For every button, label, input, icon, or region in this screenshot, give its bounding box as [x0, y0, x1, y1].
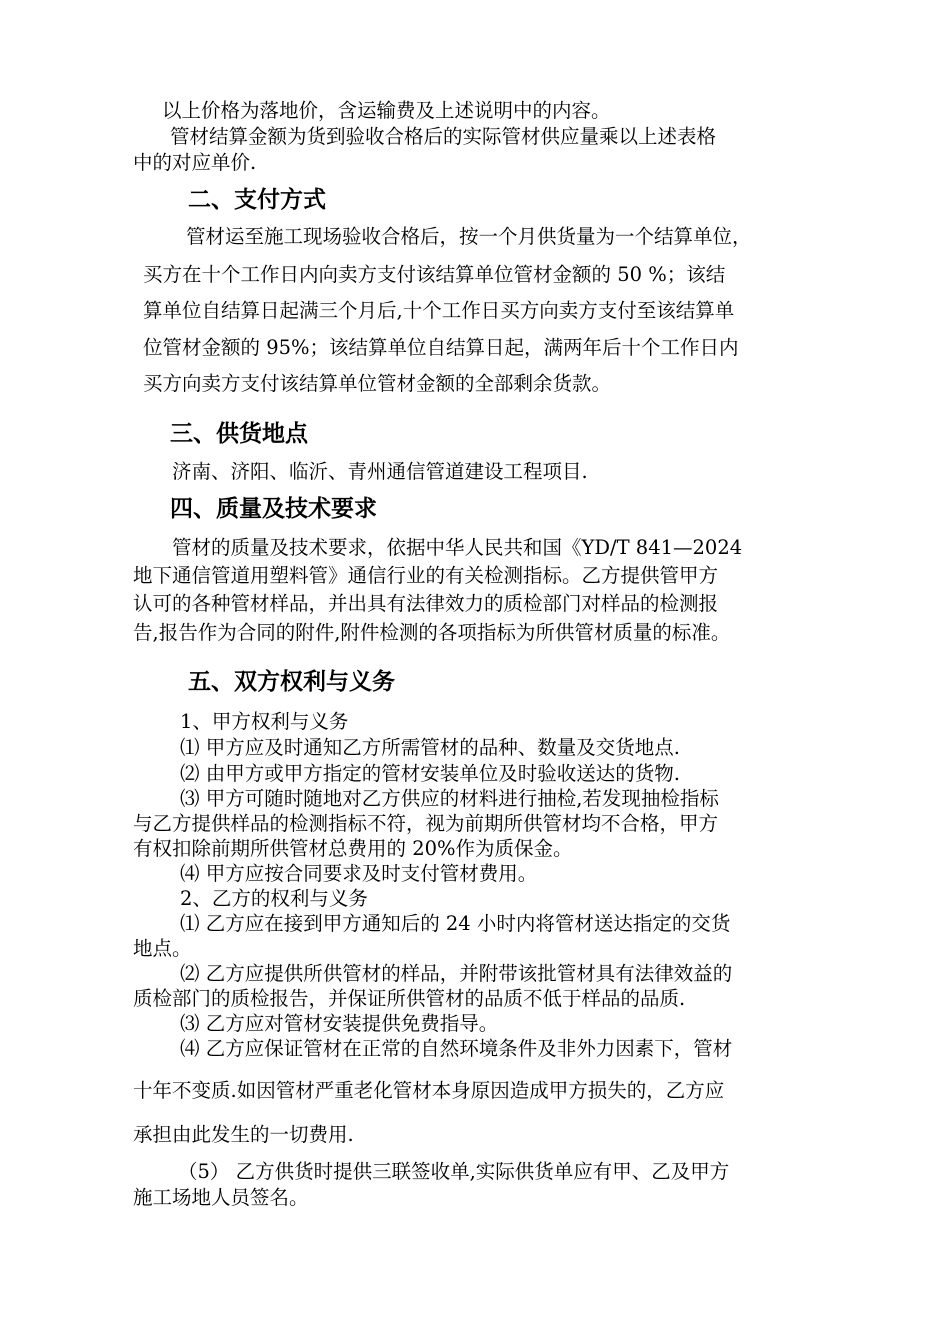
payment-line: 算单位自结算日起满三个月后,十个工作日买方向卖方支付至该结算单: [143, 299, 735, 322]
section-heading-quality: 四、质量及技术要求: [170, 496, 377, 522]
quality-line: 认可的各种管材样品，并出具有法律效力的质检部门对样品的检测报: [133, 592, 719, 615]
quality-line: 告,报告作为合同的附件,附件检测的各项指标为所供管材质量的标准。: [133, 621, 731, 644]
party-b-item: ⑷ 乙方应保证管材在正常的自然环境条件及非外力因素下，管材: [180, 1037, 733, 1060]
section-heading-rights: 五、双方权利与义务: [188, 669, 395, 695]
party-b-item-cont: 质检部门的质检报告，并保证所供管材的品质不低于样品的品质.: [133, 987, 686, 1010]
party-a-item-cont: 与乙方提供样品的检测指标不符，视为前期所供管材均不合格，甲方: [133, 812, 719, 835]
party-b-item-cont: 施工场地人员签名。: [133, 1186, 309, 1209]
section-heading-delivery: 三、供货地点: [170, 421, 308, 447]
payment-line: 买方向卖方支付该结算单位管材金额的全部剩余货款。: [143, 372, 612, 395]
settlement-line: 管材结算金额为货到验收合格后的实际管材供应量乘以上述表格: [170, 125, 717, 148]
party-b-item: （5） 乙方供货时提供三联签收单,实际供货单应有甲、乙及甲方: [178, 1160, 730, 1183]
party-a-item: ⑴ 甲方应及时通知乙方所需管材的品种、数量及交货地点.: [180, 736, 680, 759]
price-note-line: 以上价格为落地价，含运输费及上述说明中的内容。: [162, 99, 611, 122]
party-b-item-cont: 地点。: [133, 937, 192, 960]
payment-line: 管材运至施工现场验收合格后，按一个月供货量为一个结算单位，: [186, 225, 752, 248]
party-a-item: ⑶ 甲方可随时随地对乙方供应的材料进行抽检,若发现抽检指标: [180, 787, 719, 810]
delivery-location-line: 济南、济阳、临沂、青州通信管道建设工程项目.: [172, 460, 588, 483]
party-a-item: ⑷ 甲方应按合同要求及时支付管材费用。: [180, 862, 538, 885]
quality-line: 管材的质量及技术要求，依据中华人民共和国《YD/T 841—2024: [172, 536, 743, 559]
quality-line: 地下通信管道用塑料管》通信行业的有关检测指标。乙方提供管甲方: [133, 564, 719, 587]
party-b-title: 2、乙方的权利与义务: [180, 887, 368, 910]
party-b-item-cont: 十年不变质.如因管材严重老化管材本身原因造成甲方损失的，乙方应: [133, 1079, 725, 1102]
party-a-item: ⑵ 由甲方或甲方指定的管材安装单位及时验收送达的货物.: [180, 762, 680, 785]
party-b-item-cont: 承担由此发生的一切费用.: [133, 1123, 354, 1146]
party-b-item: ⑵ 乙方应提供所供管材的样品，并附带该批管材具有法律效益的: [180, 962, 733, 985]
party-b-item: ⑴ 乙方应在接到甲方通知后的 24 小时内将管材送达指定的交货: [180, 912, 731, 935]
payment-line: 买方在十个工作日内向卖方支付该结算单位管材金额的 50 %；该结: [143, 263, 726, 286]
party-a-title: 1、甲方权利与义务: [180, 710, 349, 733]
section-heading-payment: 二、支付方式: [188, 187, 326, 213]
party-a-item-cont: 有权扣除前期所供管材总费用的 20%作为质保金。: [133, 837, 573, 860]
settlement-line-cont: 中的对应单价.: [133, 151, 257, 174]
party-b-item: ⑶ 乙方应对管材安装提供免费指导。: [180, 1012, 499, 1035]
payment-line: 位管材金额的 95%；该结算单位自结算日起，满两年后十个工作日内: [143, 336, 739, 359]
